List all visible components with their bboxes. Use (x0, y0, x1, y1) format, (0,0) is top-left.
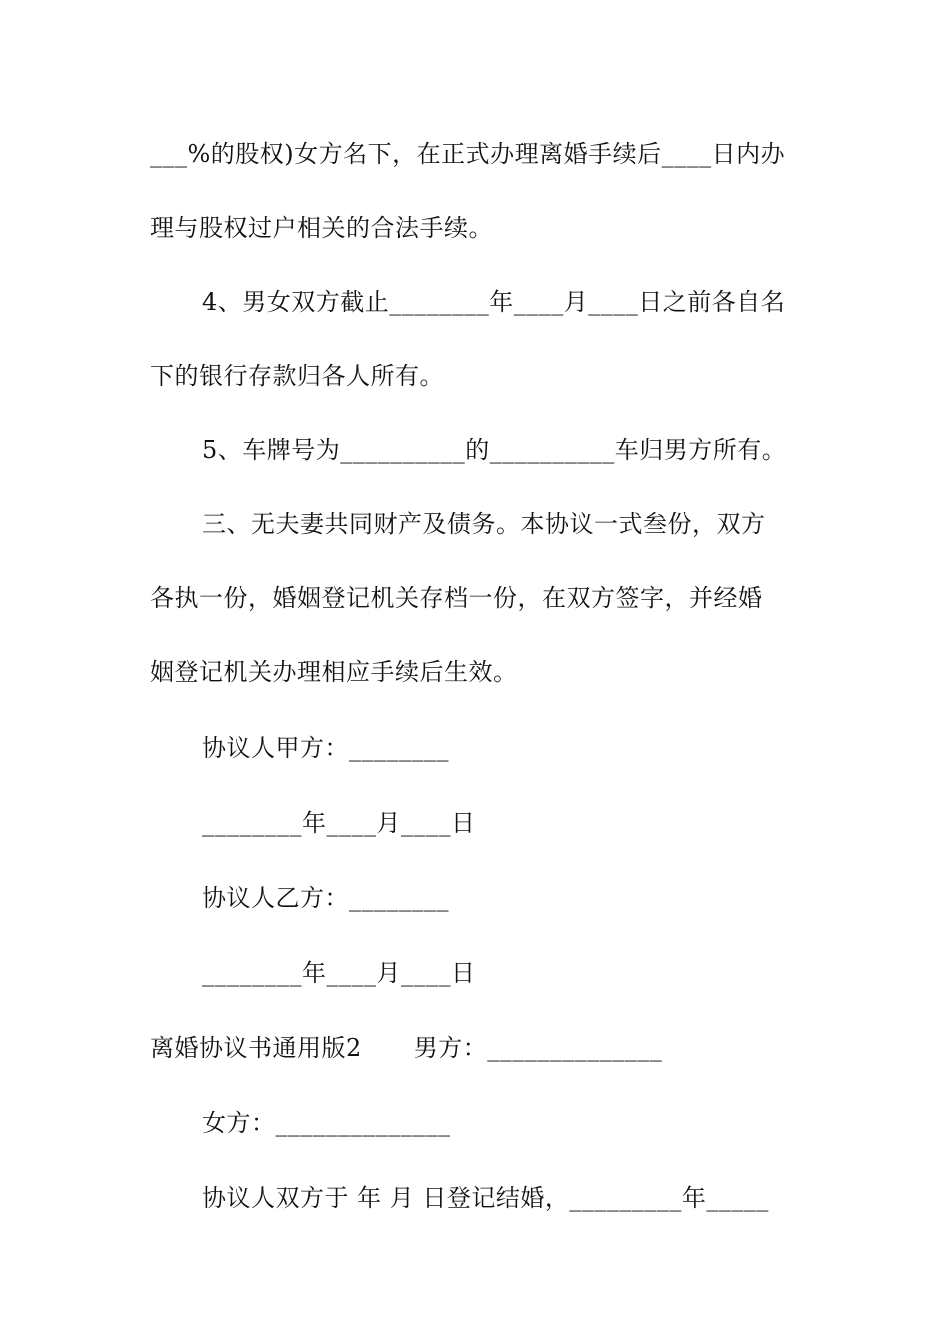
party-a-date: ________年____月____日 (202, 809, 476, 837)
section-3-line-2: 各执一份，婚姻登记机关存档一份，在双方签字，并经婚 (150, 584, 763, 612)
party-b-signature: 协议人乙方：________ (202, 884, 449, 912)
party-a-signature: 协议人甲方：________ (202, 734, 449, 762)
male-party-field: 男方：______________ (413, 1034, 663, 1062)
paragraph-line-equity-transfer: ___%的股权)女方名下，在正式办理离婚手续后____日内办 (150, 140, 786, 168)
clause-4-line-2: 下的银行存款归各人所有。 (150, 362, 444, 390)
clause-4-line-1: 4、男女双方截止________年____月____日之前各自名 (202, 288, 786, 316)
party-b-date: ________年____月____日 (202, 959, 476, 987)
section-heading-line (150, 1033, 810, 1063)
section-3-line-3: 姻登记机关办理相应手续后生效。 (150, 658, 518, 686)
paragraph-line-equity-procedures: 理与股权过户相关的合法手续。 (150, 214, 493, 242)
section-3-line-1: 三、无夫妻共同财产及债务。本协议一式叁份，双方 (202, 510, 766, 538)
clause-5-vehicle: 5、车牌号为__________的__________车归男方所有。 (202, 436, 787, 464)
document-title: 离婚协议书通用版2 (150, 1034, 362, 1062)
female-party-field: 女方：______________ (202, 1109, 451, 1137)
marriage-registration-line: 协议人双方于 年 月 日登记结婚，_________年_____ (202, 1184, 769, 1212)
